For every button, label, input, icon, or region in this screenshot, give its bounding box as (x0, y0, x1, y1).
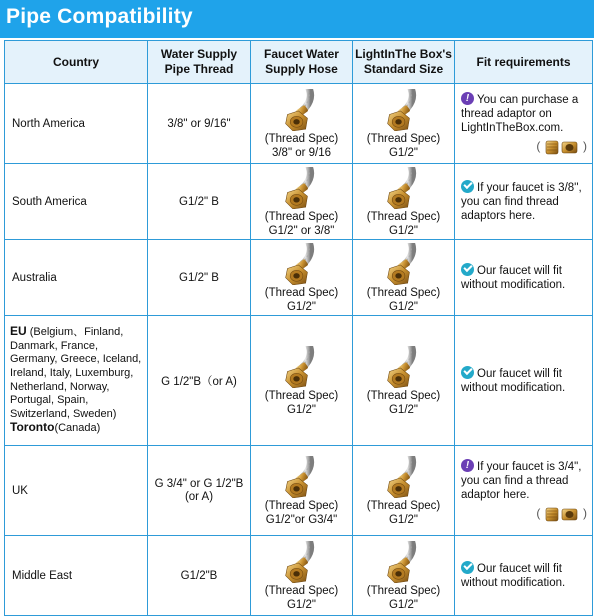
thread-adaptor-icon (544, 138, 580, 156)
header-row (5, 41, 593, 84)
spec-label: (Thread Spec) (366, 390, 441, 402)
spec-size: 3/8" or 9/16 (271, 147, 332, 159)
info-icon (461, 459, 474, 472)
country-cell: UK (5, 446, 148, 536)
spec-size: G1/2" (388, 514, 418, 526)
compatibility-table (4, 40, 593, 616)
spec-label: (Thread Spec) (264, 585, 339, 597)
water-thread-cell: G1/2" B (148, 164, 251, 240)
table-row (5, 164, 593, 240)
check-icon (461, 366, 474, 379)
adaptor-image[interactable]: ( ) (461, 505, 587, 523)
standard-cell (353, 164, 455, 240)
fit-text: You can purchase a thread adaptor on LightInTheBox.com. (461, 93, 579, 134)
spec-size: G1/2" (388, 225, 418, 237)
table-row (5, 536, 593, 616)
spec-size: G1/2" (388, 599, 418, 611)
header-water-supply: Water Supply Pipe Thread (148, 41, 251, 84)
spec-label: (Thread Spec) (264, 500, 339, 512)
hose-fitting-icon (384, 541, 424, 583)
info-icon (461, 92, 474, 105)
standard-cell (353, 316, 455, 446)
thread-adaptor-icon (544, 505, 580, 523)
spec-label: (Thread Spec) (366, 133, 441, 145)
spec-size: G1/2" (388, 147, 418, 159)
hose-fitting-icon (384, 243, 424, 285)
water-thread-cell: G 3/4" or G 1/2"B (or A) (148, 446, 251, 536)
country-cell (5, 316, 148, 446)
fit-text: Our faucet will fit without modification. (461, 368, 566, 394)
fit-cell (455, 536, 593, 616)
fit-text: If your faucet is 3/8'', you can find thread adaptors here. (461, 182, 582, 222)
water-thread-cell: 3/8" or 9/16" (148, 84, 251, 164)
standard-cell (353, 240, 455, 316)
hose-fitting-icon (282, 89, 322, 131)
spec-label: (Thread Spec) (366, 211, 441, 223)
hose-fitting-icon (384, 167, 424, 209)
country-cell: Middle East (5, 536, 148, 616)
fit-text: Our faucet will fit without modification. (461, 265, 566, 291)
spec-label: (Thread Spec) (366, 287, 441, 299)
header-faucet-hose: Faucet Water Supply Hose (251, 41, 353, 84)
table-row (5, 316, 593, 446)
fit-text: If your faucet is 3/4", you can find a thread adaptor here. (461, 460, 582, 501)
country-list: (Belgium、Finland, Danmark, France, Germany, Greece, Iceland, Ireland, Italy, Luxemburg, Netherland, Norway, Portugal, Spain, Switzerland, Sweden) (10, 326, 142, 420)
water-thread-cell: G1/2"B (148, 536, 251, 616)
hose-cell (251, 240, 353, 316)
hose-fitting-icon (282, 541, 322, 583)
title-bar (0, 0, 594, 38)
hose-cell (251, 316, 353, 446)
header-standard-size: LightInThe Box's Standard Size (353, 41, 455, 84)
fit-cell (455, 240, 593, 316)
fit-cell (455, 446, 593, 536)
fit-cell (455, 84, 593, 164)
adaptor-image[interactable]: ( ) (461, 138, 587, 156)
region-name: Toronto (10, 420, 55, 435)
country-cell: North America (5, 84, 148, 164)
spec-label: (Thread Spec) (264, 390, 339, 402)
check-icon (461, 180, 474, 193)
hose-cell (251, 164, 353, 240)
table-row (5, 446, 593, 536)
spec-label: (Thread Spec) (264, 287, 339, 299)
hose-fitting-icon (282, 456, 322, 498)
page-title: Pipe Compatibility (6, 5, 193, 28)
spec-size: G1/2" (286, 599, 316, 611)
region-name: EU (10, 324, 27, 339)
country-cell: Australia (5, 240, 148, 316)
fit-cell (455, 164, 593, 240)
spec-size: G1/2" (286, 301, 316, 313)
fit-text: Our faucet will fit without modification. (461, 563, 566, 589)
check-icon (461, 561, 474, 574)
spec-size: G1/2" (388, 404, 418, 416)
hose-fitting-icon (384, 456, 424, 498)
hose-fitting-icon (282, 346, 322, 388)
spec-size: G1/2" (388, 301, 418, 313)
header-country: Country (5, 41, 148, 84)
standard-cell (353, 84, 455, 164)
table-row (5, 84, 593, 164)
hose-cell (251, 446, 353, 536)
spec-size: G1/2" (286, 404, 316, 416)
water-thread-cell: G 1/2"B（or A) (148, 316, 251, 446)
hose-fitting-icon (384, 346, 424, 388)
hose-fitting-icon (282, 243, 322, 285)
country-cell: South America (5, 164, 148, 240)
standard-cell (353, 446, 455, 536)
hose-fitting-icon (384, 89, 424, 131)
spec-label: (Thread Spec) (366, 500, 441, 512)
hose-cell (251, 536, 353, 616)
header-fit-requirements: Fit requirements (455, 41, 593, 84)
standard-cell (353, 536, 455, 616)
table-row (5, 240, 593, 316)
hose-cell (251, 84, 353, 164)
spec-label: (Thread Spec) (366, 585, 441, 597)
water-thread-cell: G1/2" B (148, 240, 251, 316)
spec-size: G1/2"or G3/4" (265, 514, 338, 526)
region-suffix: (Canada) (54, 422, 101, 435)
check-icon (461, 263, 474, 276)
adaptor-parens: ( (536, 138, 541, 153)
spec-label: (Thread Spec) (264, 133, 339, 145)
fit-cell (455, 316, 593, 446)
hose-fitting-icon (282, 167, 322, 209)
spec-label: (Thread Spec) (264, 211, 339, 223)
spec-size: G1/2" or 3/8" (268, 225, 335, 237)
